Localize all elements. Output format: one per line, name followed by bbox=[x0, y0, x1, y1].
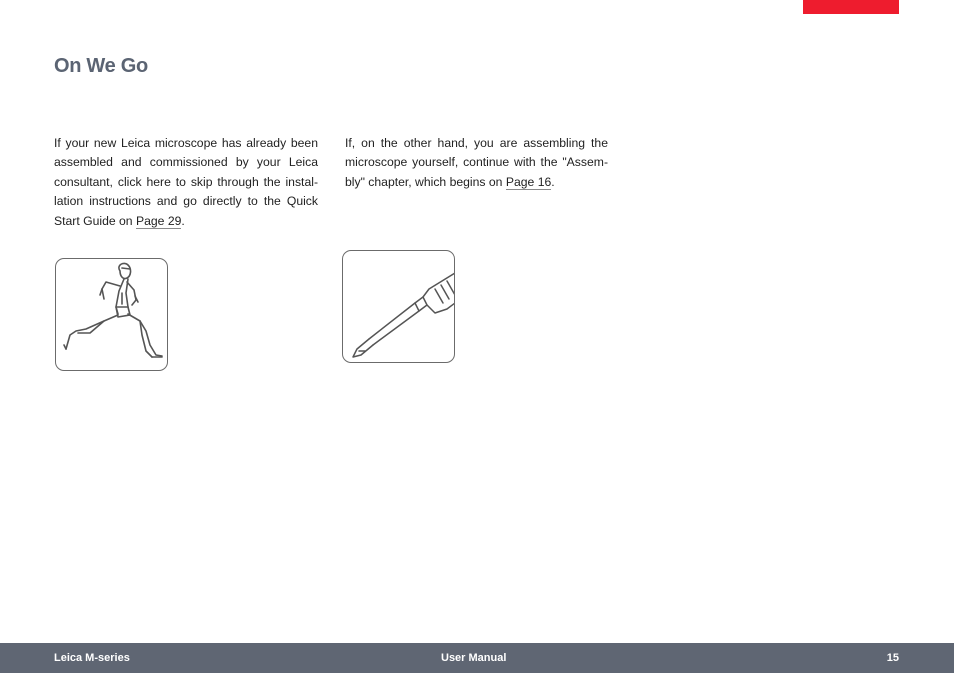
accent-tab bbox=[803, 0, 899, 14]
page-footer bbox=[0, 643, 954, 673]
paragraph-text: If your new Leica microscope has already been assembled and commissioned by your Leica consultant, click here to skip through the installation instructions and go directly to the Quick Start Guide on bbox=[54, 136, 318, 228]
screwdriver-icon[interactable] bbox=[342, 250, 455, 363]
assembly-paragraph bbox=[345, 134, 608, 192]
footer-product: Leica M-series bbox=[54, 652, 130, 664]
paragraph-text: If, on the other hand, you are assembling the microscope yourself, continue with the "Assembly" chapter, which begins on bbox=[345, 136, 608, 189]
skip-assembly-paragraph bbox=[54, 134, 318, 231]
paragraph-end: . bbox=[551, 174, 555, 189]
paragraph-end: . bbox=[181, 213, 185, 228]
link-page-29[interactable]: Page 29 bbox=[135, 213, 182, 228]
link-page-16[interactable]: Page 16 bbox=[505, 174, 552, 189]
footer-document: User Manual bbox=[441, 652, 507, 664]
footer-page-number: 15 bbox=[886, 652, 899, 664]
running-man-icon[interactable] bbox=[55, 258, 168, 371]
page-title: On We Go bbox=[54, 55, 148, 77]
